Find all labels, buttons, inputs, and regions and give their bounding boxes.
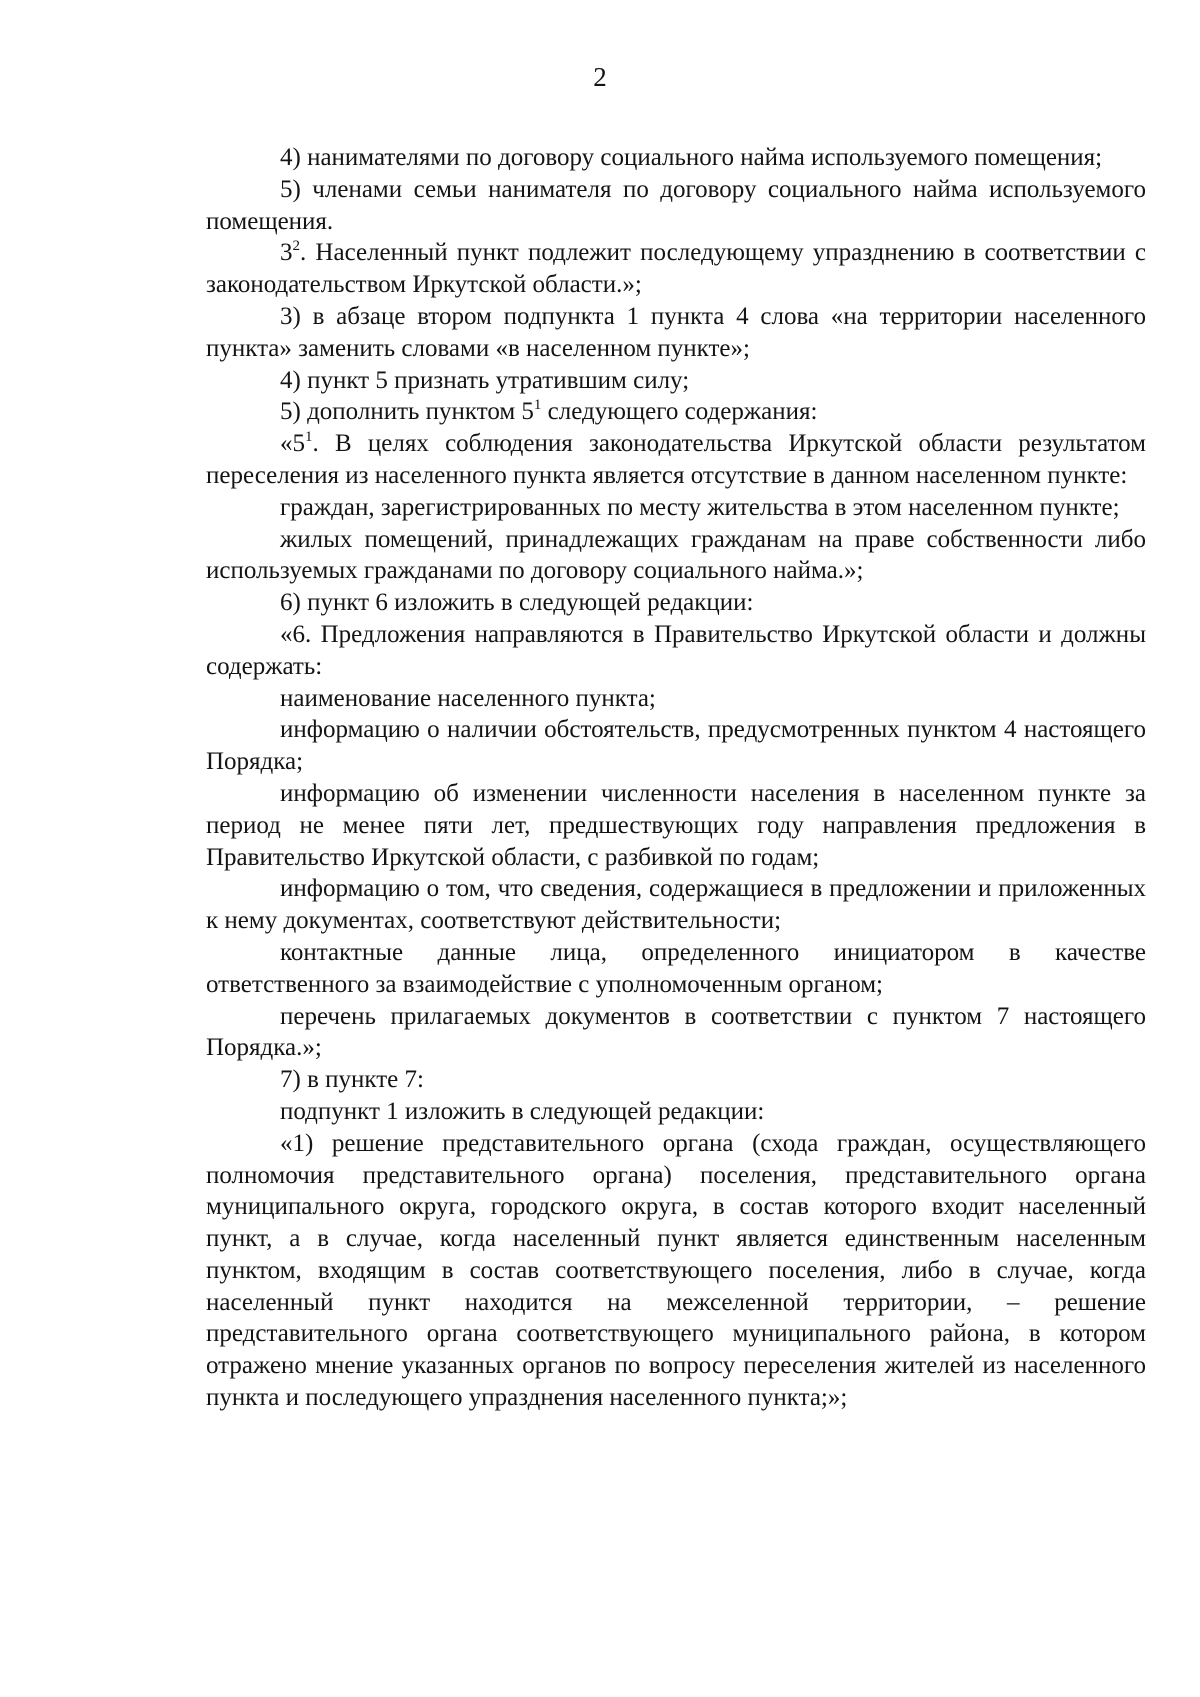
paragraph-subpoint-1: «1) решение представительного органа (схода граждан, осуществляющего полномочия представительного органа) поселения, представительного органа муниципального округа, городского округа, в состав которого входит населенный пункт, а в случае, когда населенный пункт является единственным населенным пунктом, входящим в состав соответствующего поселения, либо в случае, когда населенный пункт находится на межселенной территории, – решение представительного органа соответствующего муниципального района, в котором отражено мнение указанных органов по вопросу переселения жителей из населенного пункта и последующего упразднения населенного пункта;»; xyxy=(206,1129,1146,1412)
paragraph-prefix: «5 xyxy=(280,430,305,458)
paragraph-amendment-6: 6) пункт 6 изложить в следующей редакции: xyxy=(280,589,754,617)
paragraph-prefix: 5) дополнить пунктом 5 xyxy=(280,398,534,426)
paragraph-prefix: 3 xyxy=(280,239,293,267)
paragraph-item-4: 4) нанимателями по договору социального найма используемого помещения; xyxy=(280,144,1103,171)
paragraph-amendment-5 xyxy=(206,396,1146,428)
paragraph-point-5-1 xyxy=(206,428,1146,492)
paragraph-suffix: . В целях соблюдения законодательства Иркутской области результатом переселения из населенного пункта является отсутствие в данном населенном пункте: xyxy=(206,430,1146,489)
page-number: 2 xyxy=(593,62,607,92)
document-body xyxy=(206,142,1146,1414)
paragraph-contact-data: контактные данные лица, определенного инициатором в качестве ответственного за взаимодействие с уполномоченным органом; xyxy=(206,938,1146,998)
superscript-index: 1 xyxy=(305,429,313,446)
paragraph-dwellings: жилых помещений, принадлежащих гражданам на праве собственности либо используемых гражданами по договору социального найма.»; xyxy=(206,525,1146,585)
paragraph-point-6: «6. Предложения направляются в Правительство Иркутской области и должны содержать: xyxy=(206,620,1146,680)
paragraph-amendment-4: 4) пункт 5 признать утратившим силу; xyxy=(280,366,690,394)
paragraph-circumstances-info: информацию о наличии обстоятельств, предусмотренных пунктом 4 настоящего Порядка; xyxy=(206,716,1146,776)
paragraph-item-5: 5) членами семьи нанимателя по договору социального найма используемого помещения. xyxy=(206,175,1146,235)
superscript-index: 1 xyxy=(533,397,542,414)
superscript-index: 2 xyxy=(292,238,300,255)
paragraph-amendment-3: 3) в абзаце втором подпункта 1 пункта 4 слова «на территории населенного пункта» заменить словами «в населенном пункте»; xyxy=(206,302,1146,362)
paragraph-citizens: граждан, зарегистрированных по месту жительства в этом населенном пункте; xyxy=(280,493,1120,521)
paragraph-point-3-2 xyxy=(206,237,1146,301)
paragraph-subpoint-1-intro: подпункт 1 изложить в следующей редакции: xyxy=(280,1097,765,1125)
paragraph-suffix: следующего содержания: xyxy=(541,398,818,426)
paragraph-suffix: . Населенный пункт подлежит последующему упразднению в соответствии с законодательством Иркутской области.»; xyxy=(206,239,1146,299)
paragraph-settlement-name: наименование населенного пункта; xyxy=(280,684,656,712)
paragraph-amendment-7: 7) в пункте 7: xyxy=(280,1066,424,1094)
paragraph-population-info: информацию об изменении численности населения в населенном пункте за период не менее пяти лет, предшествующих году направления предложения в Правительство Иркутской области, с разбивкой по годам; xyxy=(206,779,1146,871)
paragraph-document-list: перечень прилагаемых документов в соответствии с пунктом 7 настоящего Порядка.»; xyxy=(206,1002,1146,1062)
paragraph-accuracy-info: информацию о том, что сведения, содержащиеся в предложении и приложенных к нему документах, соответствуют действительности; xyxy=(206,875,1146,935)
